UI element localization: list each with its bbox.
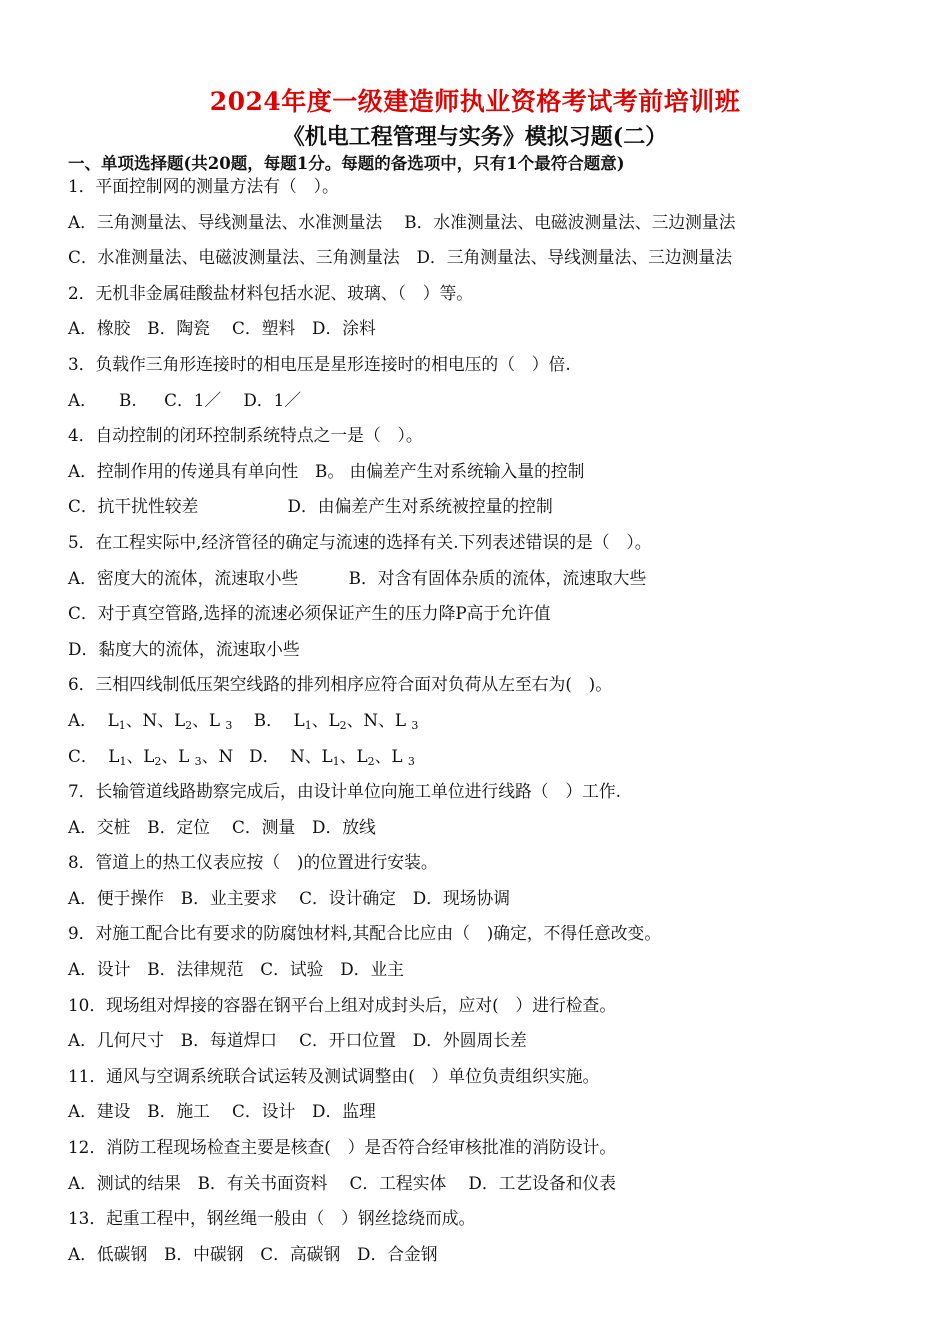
option-line: C．对于真空管路,选择的流速必须保证产生的压力降P高于允许值: [68, 603, 551, 624]
question-line: 7．长输管道线路勘察完成后，由设计单位向施工单位进行线路（ ）工作.: [68, 781, 622, 802]
question-line: 8．管道上的热工仪表应按（ )的位置进行安装。: [68, 852, 438, 873]
option-label: A．: [68, 709, 97, 730]
option-line: A．交桩 B．定位 C．测量 D．放线: [68, 816, 376, 837]
option-line: A．低碳钢 B．中碳钢 C．高碳钢 D．合金钢: [68, 1243, 438, 1264]
option-line: A．密度大的流体，流速取小些 B．对含有固体杂质的流体，流速取大些: [68, 567, 647, 588]
option-line: A．三角测量法、导线测量法、水准测量法 B．水准测量法、电磁波测量法、三边测量法: [68, 211, 736, 232]
option-line: A．设计 B．法律规范 C．试验 D．业主: [68, 959, 405, 980]
option-line-q6-cd: [68, 744, 928, 780]
question-line: 2．无机非金属硅酸盐材料包括水泥、玻璃、（ ）等。: [68, 282, 474, 303]
question-line: 11．通风与空调系统联合试运转及测试调整由( ）单位负责组织实施。: [68, 1065, 600, 1086]
option-line: C．抗干扰性较差 D．由偏差产生对系统被控量的控制: [68, 496, 553, 517]
question-line: 6．三相四线制低压架空线路的排列相序应符合面对负荷从左至右为( )。: [68, 674, 612, 695]
option-label: D．: [249, 745, 280, 766]
question-line: 3．负载作三角形连接时的相电压是星形连接时的相电压的（ ）倍.: [68, 353, 571, 374]
phase-seq-c: $L_1$、$L_2$、L $_3$、N: [108, 745, 234, 768]
phase-seq-a: $L_1$、N、$L_2$、L $_3$: [107, 709, 233, 732]
phase-seq-d: N、$L_1$、$L_2$、L $_3$: [290, 745, 415, 768]
option-line: A．橡胶 B．陶瓷 C．塑料 D．涂料: [68, 318, 376, 339]
document-subtitle: 《机电工程管理与实务》模拟习题(二）: [282, 124, 668, 150]
question-line: 1．平面控制网的测量方法有（ ）。: [68, 176, 339, 196]
question-line: 13．起重工程中，钢丝绳一般由（ ）钢丝捻绕而成。: [68, 1208, 476, 1229]
question-line: 12．消防工程现场检查主要是核查( ）是否符合经审核批准的消防设计。: [68, 1137, 617, 1158]
section-heading: 一、单项选择题(共20题，每题1分。每题的备选项中，只有1个最符合题意): [68, 154, 625, 173]
option-line: A．建设 B．施工 C．设计 D．监理: [68, 1101, 376, 1122]
option-line: A． B. C．1／ D．1／: [68, 389, 302, 410]
option-line: A．几何尺寸 B．每道焊口 C．开口位置 D．外圆周长差: [68, 1030, 527, 1051]
option-line: A．控制作用的传递具有单向性 B。 由偏差产生对系统输入量的控制: [68, 460, 585, 481]
option-line: A．测试的结果 B．有关书面资料 C．工程实体 D．工艺设备和仪表: [68, 1172, 617, 1193]
phase-seq-b: $L_1$、$L_2$、N、L $_3$: [293, 709, 419, 732]
option-line: C．水准测量法、电磁波测量法、三角测量法 D．三角测量法、导线测量法、三边测量法: [68, 247, 732, 268]
question-line: 10．现场组对焊接的容器在钢平台上组对成封头后，应对( ）进行检查。: [68, 994, 617, 1015]
option-line: A．便于操作 B．业主要求 C．设计确定 D．现场协调: [68, 887, 511, 908]
question-line: 5．在工程实际中,经济管径的确定与流速的选择有关.下列表述错误的是（ ）。: [68, 531, 652, 552]
question-line: 9．对施工配合比有要求的防腐蚀材料,其配合比应由（ )确定，不得任意改变。: [68, 923, 662, 944]
question-line: 4．自动控制的闭环控制系统特点之一是（ ）。: [68, 425, 423, 446]
option-label: B．: [253, 709, 283, 730]
option-line: D．黏度大的流体，流速取小些: [68, 638, 300, 659]
option-line-q6-ab: [68, 708, 928, 744]
document-title: 2024年度一级建造师执业资格考试考前培训班: [209, 87, 741, 116]
option-label: C．: [68, 745, 98, 766]
question-list: [68, 174, 928, 1277]
